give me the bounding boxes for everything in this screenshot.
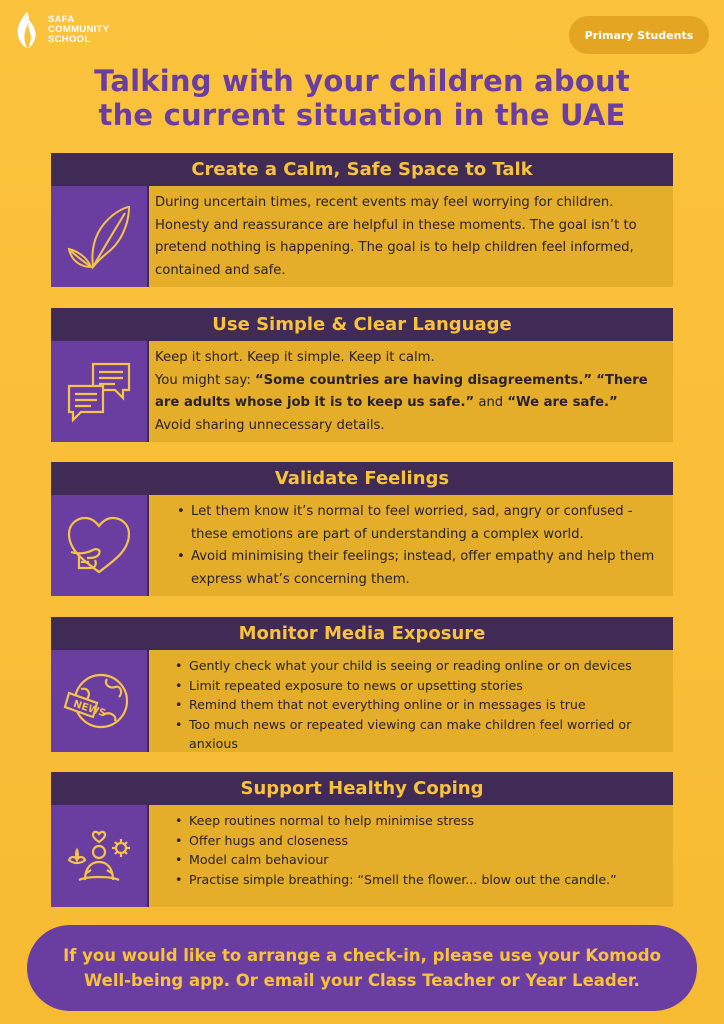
- news-globe-icon: [63, 665, 135, 737]
- list-item: • Offer hugs and closeness: [189, 831, 665, 851]
- school-logo: [12, 8, 142, 52]
- section-text: [149, 805, 673, 907]
- icon-panel: [51, 341, 149, 442]
- title-line-2: the current situation in the UAE: [98, 98, 626, 132]
- section-simple-language: [51, 308, 673, 442]
- page-title: [30, 64, 694, 132]
- line-avoid-details: Avoid sharing unnecessary details.: [155, 417, 385, 433]
- logo-text: SAFA COMMUNITY SCHOOL: [48, 14, 110, 45]
- list-item: • Remind them that not everything online or in messages is true: [189, 695, 665, 715]
- list-item: • Model calm behaviour: [189, 850, 665, 870]
- list-item: • Avoid minimising their feelings; instead, offer empathy and help them express what’s concerning them.: [191, 546, 665, 591]
- bullet-list: [171, 656, 665, 754]
- audience-badge: Primary Students: [569, 16, 709, 54]
- bullet-list: [171, 811, 665, 889]
- section-text: [149, 495, 673, 596]
- section-heading: Create a Calm, Safe Space to Talk: [51, 153, 673, 186]
- section-paragraph: During uncertain times, recent events may feel worrying for children. Honesty and reassurance are helpful in these moments. The goal isn’t to pretend nothing is happening. The goal is to help children feel informed, contained and safe.: [155, 195, 637, 278]
- heart-hug-icon: [63, 510, 135, 582]
- check-in-banner: [27, 925, 697, 1011]
- speech-bubbles-icon: [63, 356, 135, 428]
- list-item: • Let them know it’s normal to feel worried, sad, angry or confused - these emotions are part of understanding a complex world.: [191, 501, 665, 546]
- leaf-icon: [63, 201, 135, 273]
- list-item: • Gently check what your child is seeing or reading online or on devices: [189, 656, 665, 676]
- list-item: • Too much news or repeated viewing can make children feel worried or anxious: [189, 715, 665, 754]
- icon-panel: [51, 805, 149, 907]
- section-text: [149, 186, 673, 287]
- icon-panel: [51, 495, 149, 596]
- icon-panel: [51, 650, 149, 752]
- list-item: • Practise simple breathing: “Smell the flower... blow out the candle.”: [189, 870, 665, 890]
- list-item: • Limit repeated exposure to news or upsetting stories: [189, 676, 665, 696]
- icon-panel: [51, 186, 149, 287]
- list-item: • Keep routines normal to help minimise stress: [189, 811, 665, 831]
- section-validate-feelings: [51, 462, 673, 596]
- section-text: [149, 650, 673, 752]
- section-heading: Validate Feelings: [51, 462, 673, 495]
- line-keep-it-short: Keep it short. Keep it simple. Keep it calm.: [155, 350, 435, 365]
- section-heading: Support Healthy Coping: [51, 772, 673, 805]
- section-text: [149, 341, 673, 442]
- section-heading: Use Simple & Clear Language: [51, 308, 673, 341]
- section-media-exposure: [51, 617, 673, 752]
- meditation-icon: [63, 820, 135, 892]
- example-phrases: You might say: “Some countries are having disagreements.” “There are adults whose job it is to keep us safe.” and “We are safe.”: [155, 372, 648, 410]
- check-in-text: If you would like to arrange a check-in, please use your Komodo Well-being app. Or email your Class Teacher or Year Leader.: [63, 946, 661, 990]
- section-heading: Monitor Media Exposure: [51, 617, 673, 650]
- flame-logo-icon: [12, 10, 42, 50]
- svg-text:NEWS: NEWS: [71, 698, 108, 720]
- section-calm-space: [51, 153, 673, 287]
- bullet-list: [173, 501, 665, 591]
- title-line-1: Talking with your children about: [94, 64, 630, 98]
- section-healthy-coping: [51, 772, 673, 907]
